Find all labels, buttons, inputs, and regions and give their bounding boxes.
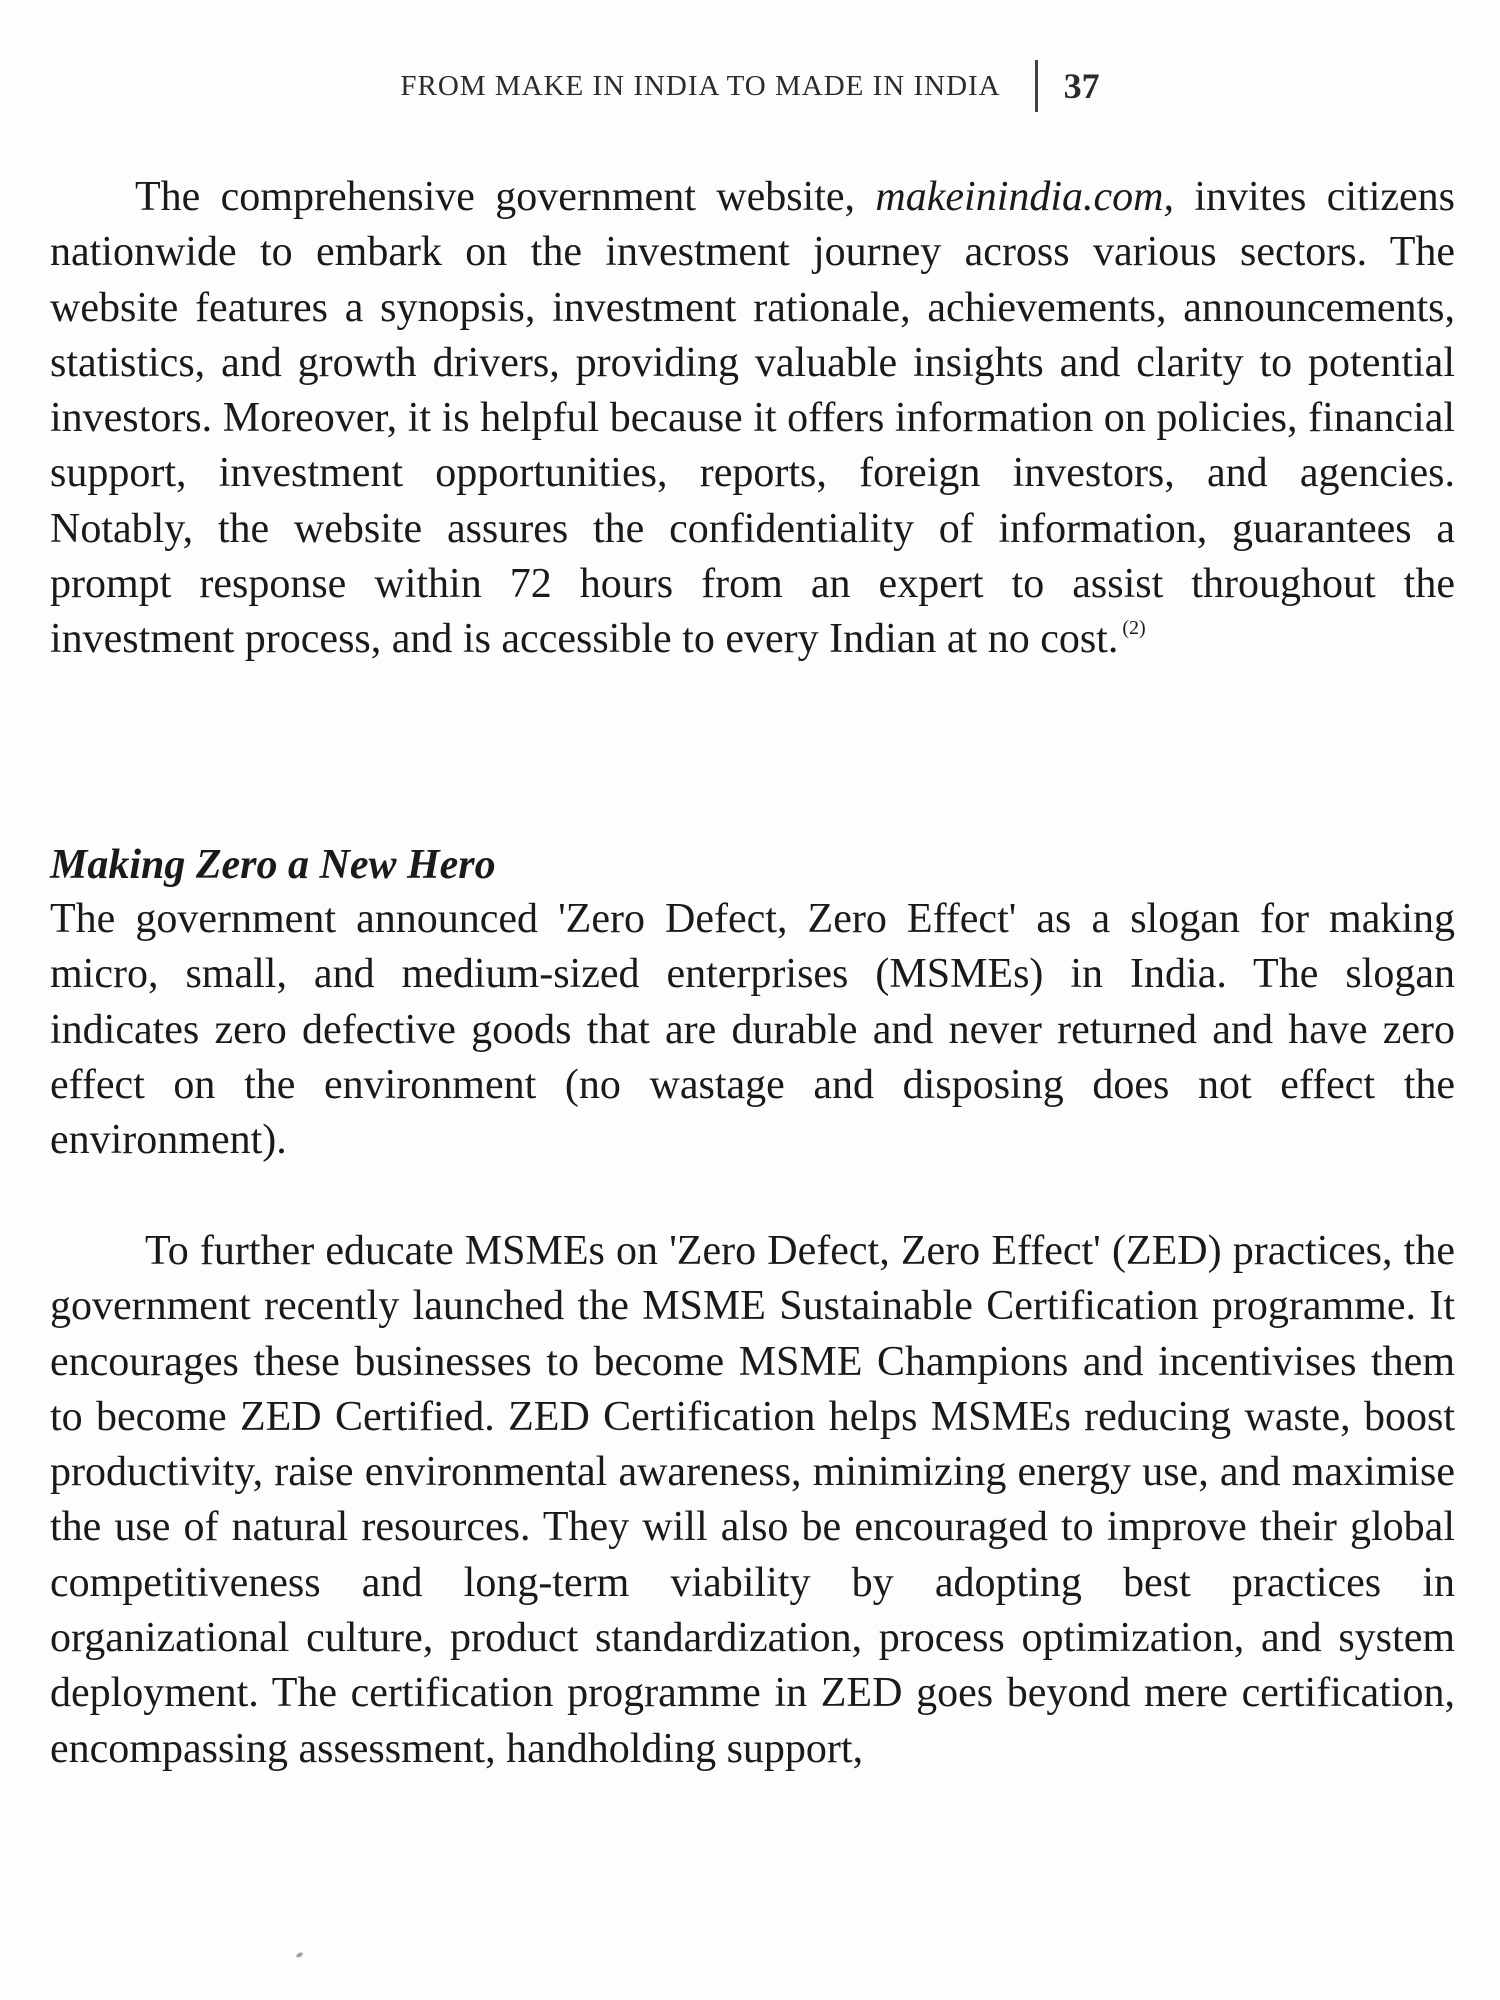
paragraph-zed-certification: To further educate MSMEs on 'Zero Defect, Zero Effect' (ZED) practices, the government recently launched the MSME Sustainable Certification programme. It encourages these businesses to become MSME Champions and incentivises them to become ZED Certified. ZED Certification helps MSMEs reducing waste, boost productivity, raise environmental awareness, minimizing energy use, and maximise the use of natural resources. They will also be encouraged to improve their global competitiveness and long-term viability by adopting best practices in organizational culture, product standardization, process optimization, and system deployment. The certification programme in ZED goes beyond mere certification, encompassing assessment, handholding support,	[50, 1228, 1455, 1772]
paragraph-website-lead: The comprehensive government website,	[135, 174, 876, 220]
website-reference: makeinindia.com,	[875, 174, 1174, 220]
running-header	[0, 60, 1500, 112]
running-title: FROM MAKE IN INDIA TO MADE IN INDIA	[400, 69, 1001, 102]
paragraph-website	[50, 170, 1455, 668]
page-number: 37	[1063, 66, 1100, 106]
ink-mark	[295, 1952, 303, 1959]
section-heading: Making Zero a New Hero	[50, 842, 496, 888]
footnote-reference: (2)	[1122, 617, 1146, 640]
paragraph-zed-slogan: The government announced 'Zero Defect, Zero Effect' as a slogan for making micro, small, and medium-sized enterprises (MSMEs) in India. The slogan indicates zero defective goods that are durable and never returned and have zero effect on the environment (no wastage and disposing does not effect the environment).	[50, 896, 1455, 1164]
paragraph-website-body: invites citizens nationwide to embark on the investment journey across various sectors. The website features a synopsis, investment rationale, achievements, announcements, statistics, and growth drivers, providing valuable insights and clarity to potential investors. Moreover, it is helpful because it offers information on policies, financial support, investment opportunities, reports, foreign investors, and agencies. Notably, the website assures the confidentiality of information, guarantees a prompt response within 72 hours from an expert to assist throughout the investment process, and is accessible to every Indian at no cost.	[50, 174, 1455, 663]
header-divider	[1035, 60, 1038, 112]
